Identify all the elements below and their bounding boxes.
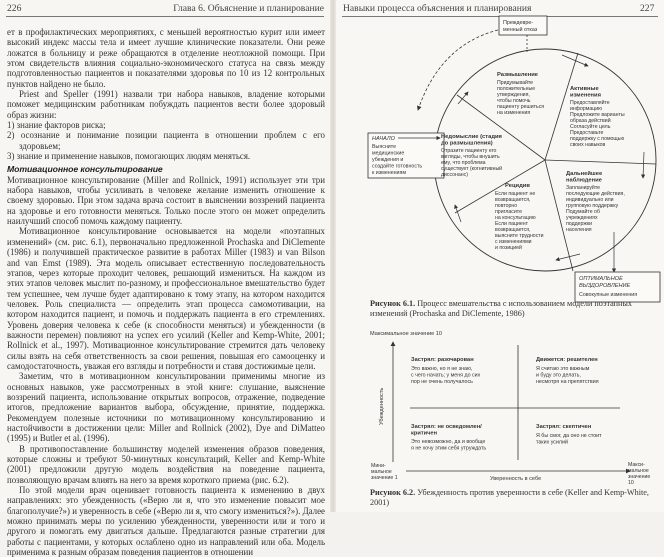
y-axis-label: Убежденность: [379, 387, 385, 425]
paragraph: По этой модели врач оценивает готовность пациента к изменению в двух направлениях: это убежденность («Верю ли я, что это изменение повысит мое благополучие?») и уверенность в себе («Верю ли я, что смогу измениться?»). Далее можно принимать меры по усилению убежденности, уверенности или и того и другого и помогать ему двигаться дальше. Предлагаются разные стратегии для работы с пациентами, у которых ослаблено одно из направлений или оба. Модель применима к разным образам поведения пациентов в отношении: [7, 485, 325, 557]
svg-text:до размышления): до размышления): [441, 140, 493, 147]
svg-text:своих навыков: своих навыков: [570, 142, 606, 148]
svg-text:существует (когнитивный: существует (когнитивный: [441, 166, 503, 172]
paragraph: Мотивационное консультирование основывается на модели «поэтапных изменений» (см. рис. 6.1), первоначально предложенной Prochaska and DiClemente (1986) и получившей практическое развитие в работах Miller (1983) и van Bilson and van Emst (1989). Эта модель описывает естественную последовательность этапов, через которые проходит человек, решающий измениться. На каждом из этих этапов человек мыслит по-разному, и профессиональное вмешательство будет тем успешнее, чем лучше будет адаптировано к тому этапу, на котором находится человек. Роль специалиста — определить этап процесса самомотивации, на котором находится пациент, и помочь и поддержать пациента в его стремлениях. Уровень доверия человека к себе (к способности меняться) и убежденности (в важности перемен) повлияют на успех его усилий (Keller and Kemp-White, 2001; Rollnick et al., 1997). Мотивационное консультирование стремится дать человеку силы взять на себя ответственность за свои решения, повышая его самооценку и самодостаточность, уважая его взгляды и потребности и ставя достижимые цели.: [7, 226, 325, 371]
paragraph: Заметим, что в мотивационном консультировании применимы многие из основных навыков, уже рассмотренных в этой книге: слушание, выяснение воззрений пациента, использование открытых вопросов, отражение, подведение итогов, предложение вариантов выбора, обсуждение, принятие, поддержка. Рекомендуем полезные источники по мотивационному консультированию и настойчивости в достижении цели: Miller and Rollnick (2002), Dye and DiMatteo (1995) и Butler et al. (1996).: [7, 371, 325, 444]
svg-text:диссонанс): диссонанс): [441, 172, 468, 178]
svg-text:Предложите варианты: Предложите варианты: [570, 112, 625, 118]
svg-text:Я бы смог, да оно не стоит: Я бы смог, да оно не стоит: [536, 433, 602, 439]
svg-text:я не хочу этим себя утруждать: я не хочу этим себя утруждать: [411, 445, 487, 452]
svg-text:Отразите пациенту его: Отразите пациенту его: [441, 148, 497, 154]
svg-text:Предоставляйте: Предоставляйте: [570, 100, 610, 106]
quadrant-title: Застрял: не осведомлен/: [411, 424, 482, 430]
svg-text:образа действий: образа действий: [570, 118, 611, 124]
svg-text:населения: населения: [566, 227, 592, 233]
paragraph: Priest and Speller (1991) назвали три набора навыков, владение которыми поможет медицинским работникам побуждать пациентов вести более здоровый образ жизни:: [7, 89, 325, 120]
svg-text:Я считаю это важным: Я считаю это важным: [536, 366, 590, 372]
svg-text:значение 1: значение 1: [371, 475, 398, 481]
quadrant-title: Движется: решителен: [536, 357, 598, 363]
svg-text:к изменениям: к изменениям: [372, 170, 407, 176]
figure-6-1-caption: Рисунок 6.1. Процесс вмешательства с использованием модели поэтапных изменений (Prochaska and DiClemente, 1986): [370, 299, 633, 318]
figure-6-2-caption: Рисунок 6.2. Убежденность против уверенности в себе (Keller and Kemp-White, 2001): [370, 488, 649, 507]
svg-text:критичен: критичен: [411, 430, 437, 437]
svg-text:Макси-: Макси-: [628, 462, 645, 468]
page-number-right: 227: [640, 3, 655, 14]
svg-text:Если пациент не: Если пациент не: [495, 191, 536, 197]
svg-text:и буду это делать,: и буду это делать,: [536, 372, 581, 379]
running-head-right: Навыки процесса объяснения и планирования: [343, 3, 532, 14]
section-heading: Мотивационное консультирование: [7, 164, 163, 175]
svg-text:чтобы помочь: чтобы помочь: [497, 98, 531, 104]
svg-text:убеждения и: убеждения и: [372, 157, 404, 163]
list-item: 3) знание и применение навыков, помогающих людям меняться.: [7, 151, 251, 162]
stage-follow-up: Дальнейшее: [566, 171, 603, 177]
svg-text:Преждевре-: Преждевре-: [503, 20, 534, 26]
svg-text:выясните трудности: выясните трудности: [495, 233, 544, 239]
svg-text:поддержку с помощью: поддержку с помощью: [570, 136, 625, 142]
svg-text:утверждения,: утверждения,: [497, 92, 530, 98]
svg-text:пригласите: пригласите: [495, 209, 522, 215]
svg-text:поддержки: поддержки: [566, 221, 593, 227]
stage-relapse: Рецидив: [505, 183, 530, 189]
svg-text:с чего начать; у меня до сих: с чего начать; у меня до сих: [411, 372, 481, 379]
quadrant-title: Застрял: скептичен: [536, 424, 592, 430]
y-max-label: Максимальное значение 10: [370, 331, 443, 337]
svg-text:Предоставьте: Предоставьте: [570, 130, 604, 136]
svg-text:Выясните: Выясните: [372, 144, 397, 150]
page-number-left: 226: [7, 3, 22, 14]
paragraph: В противопоставление большинству моделей изменения образов поведения, которые сложны и требуют 50-минутных консультаций, Keller and Kemp-White (2001) предложили другую модель воздействия на поведение пациента, позволяющую врачам влиять на него за время короткого приема (рис. 6.2).: [7, 443, 325, 485]
svg-text:с изменениями: с изменениями: [495, 239, 532, 245]
svg-text:Совокупные изменения: Совокупные изменения: [579, 292, 638, 298]
svg-text:Если пациент: Если пациент: [495, 221, 529, 227]
svg-text:НАЧАЛО: НАЧАЛО: [372, 136, 395, 142]
svg-text:значение: значение: [628, 474, 651, 480]
svg-text:мальное: мальное: [371, 469, 392, 475]
stage-active-change: Активные: [570, 86, 599, 92]
quadrant-title: Застрял: разочарован: [411, 357, 474, 363]
svg-text:медицинские: медицинские: [372, 150, 405, 157]
svg-text:индивидуально или: индивидуально или: [566, 197, 614, 203]
svg-text:и позицией: и позицией: [495, 245, 522, 251]
svg-text:Запланируйте: Запланируйте: [566, 185, 601, 191]
svg-text:последующие действия,: последующие действия,: [566, 191, 625, 197]
svg-text:возвращается,: возвращается,: [495, 227, 531, 233]
svg-text:таких усилий: таких усилий: [536, 439, 568, 446]
premature-exit-path: [418, 30, 498, 110]
svg-text:возвращается,: возвращается,: [495, 197, 531, 203]
svg-text:Подумайте об: Подумайте об: [566, 209, 600, 215]
svg-text:Это важно, но я не знаю,: Это важно, но я не знаю,: [411, 366, 473, 372]
svg-text:изменения: изменения: [570, 92, 601, 99]
list-item: 2) осознание и понимание позиции пациента в отношении проблем с его здоровьем;: [7, 130, 325, 151]
paragraph: ет в профилактических мероприятиях, с меньшей вероятностью курит или имеет высокий индекс массы тела и имеет лучшие клинические показатели. Они реже ложатся в больницу и реже обращаются в отделение неотложной помощи. При этом свидетельств влияния социально-экономического статуса на связь между подготовленностью пациентов и показателями здоровья по 10 из 12 контрольных пунктов найдено не было.: [7, 27, 325, 89]
running-head-left: Глава 6. Объяснение и планирование: [173, 3, 324, 14]
paragraph: Мотивационное консультирование (Miller and Rollnick, 1991) использует эти три набора навыков, чтобы усиливать в человеке желание изменить отношение к своему здоровью. При этом задача врача состоит в выяснении воззрений пациента на здоровье и его готовности меняться. Только после этого он может определить наилучший способ помочь каждому пациенту.: [7, 174, 325, 227]
svg-text:Это невозможно, да и вообще: Это невозможно, да и вообще: [411, 439, 486, 445]
svg-text:Мини-: Мини-: [371, 463, 386, 469]
svg-text:учреждениях: учреждениях: [566, 215, 598, 221]
svg-text:создайте готовность: создайте готовность: [372, 163, 423, 170]
svg-text:менный отказ: менный отказ: [503, 27, 538, 33]
svg-text:ВЫЗДОРОВЛЕНИЕ: ВЫЗДОРОВЛЕНИЕ: [579, 283, 631, 289]
svg-text:пор не очень получалось: пор не очень получалось: [411, 379, 473, 385]
svg-text:наблюдение: наблюдение: [566, 177, 602, 184]
svg-text:положительные: положительные: [497, 86, 536, 92]
svg-text:ОПТИМАЛЬНОЕ: ОПТИМАЛЬНОЕ: [579, 276, 623, 282]
svg-text:информацию: информацию: [570, 106, 603, 112]
list-item: 1) знание факторов риска;: [7, 120, 106, 131]
svg-text:повторно: повторно: [495, 203, 518, 209]
svg-text:пациенту решиться: пациенту решиться: [497, 104, 545, 110]
svg-text:на изменения: на изменения: [497, 110, 531, 116]
svg-text:Придумывайте: Придумывайте: [497, 80, 534, 86]
svg-text:на консультацию: на консультацию: [495, 215, 536, 221]
svg-text:мальное: мальное: [628, 468, 649, 474]
stage-contemplation: Размышление: [497, 72, 539, 78]
svg-text:10: 10: [628, 480, 634, 486]
svg-text:взгляды, чтобы внушить: взгляды, чтобы внушить: [441, 154, 500, 160]
svg-text:групповую поддержку: групповую поддержку: [566, 203, 619, 209]
svg-text:несмотря на препятствия: несмотря на препятствия: [536, 379, 599, 385]
svg-text:Согласуйте цель: Согласуйте цель: [570, 124, 611, 130]
svg-text:ему, что проблема: ему, что проблема: [441, 160, 486, 166]
stage-precontemplation: Недомыслие (стадия: [441, 134, 502, 140]
x-axis-label: Уверенность в себе: [490, 476, 542, 482]
